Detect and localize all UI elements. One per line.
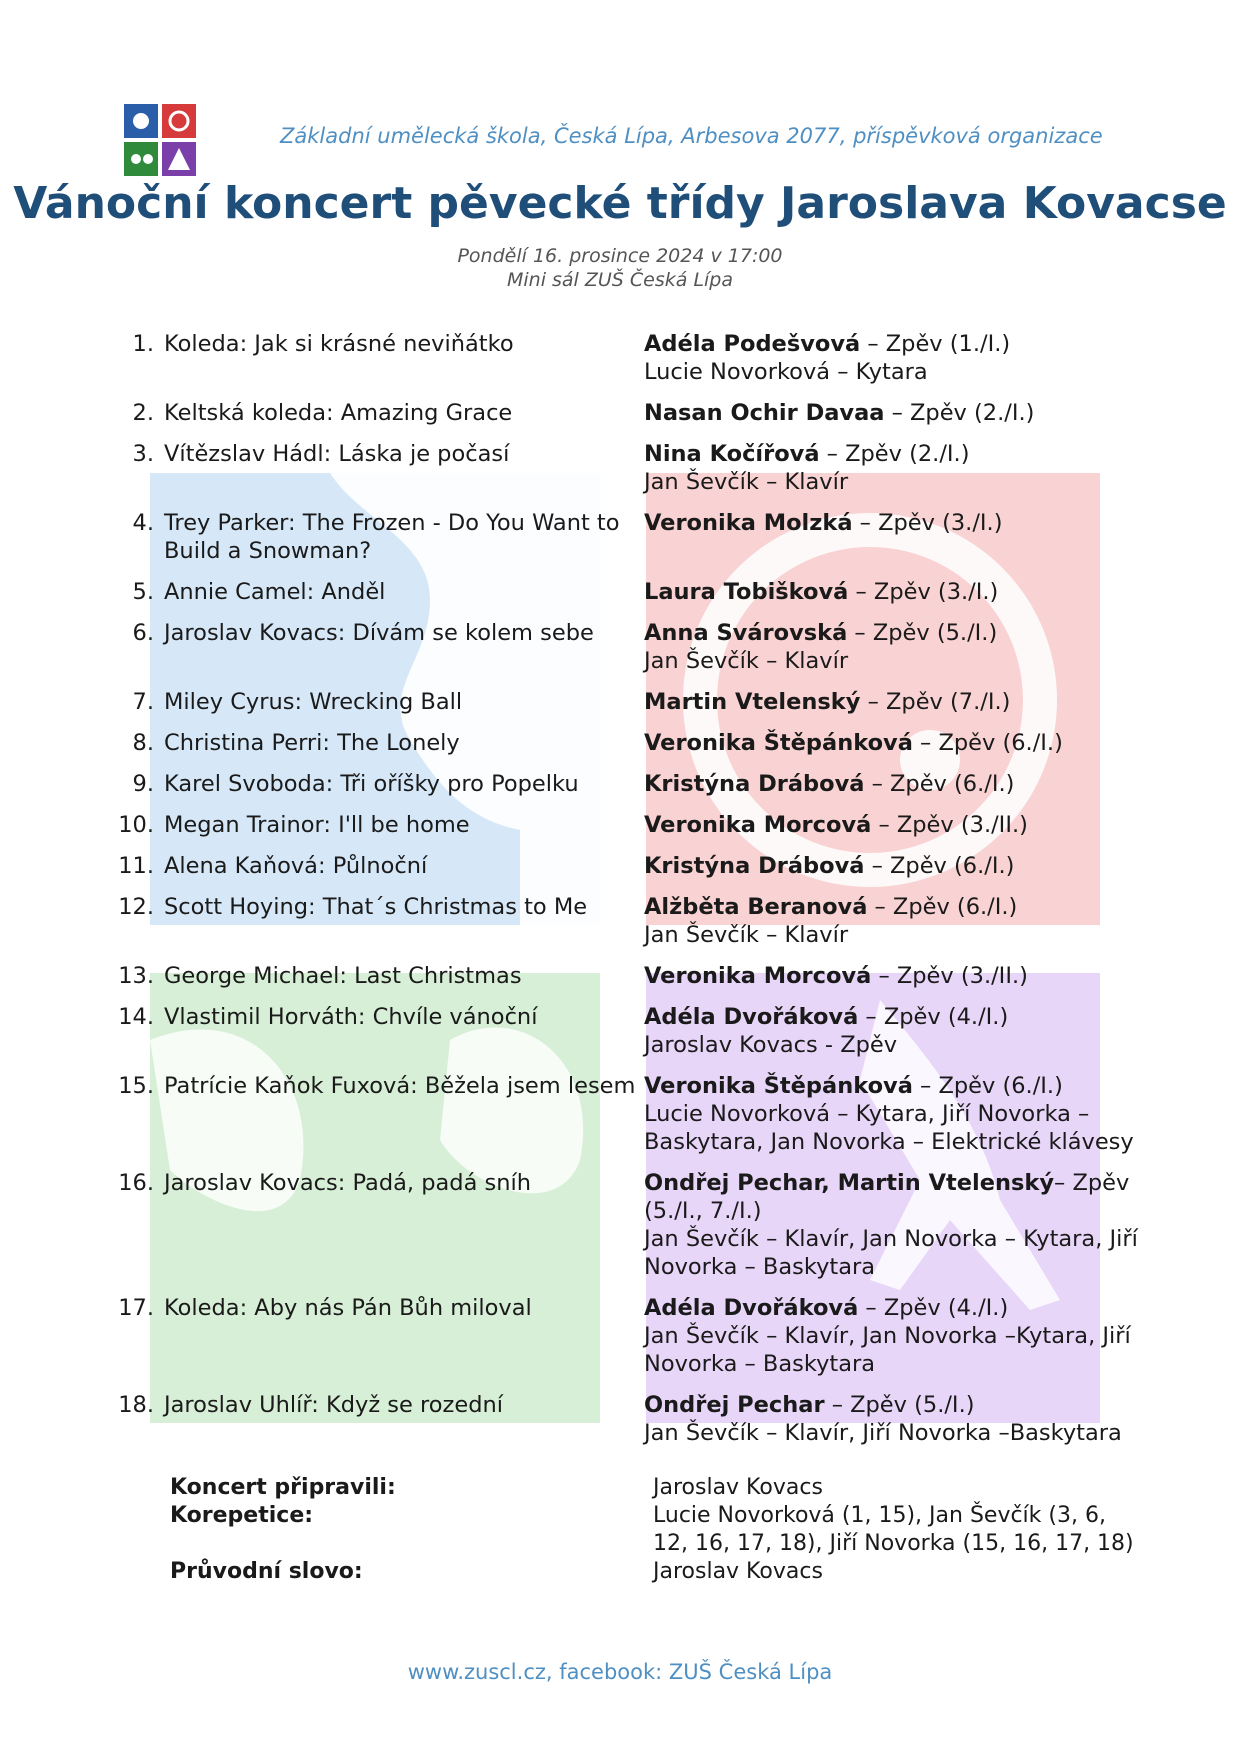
performer-name: Kristýna Drábová (644, 853, 865, 879)
performer-role: – Zpěv (6./I.) (864, 853, 1015, 879)
performer-role: – Zpěv (5./I., 7./I.) (644, 1170, 1130, 1224)
program-item (108, 688, 1148, 716)
credit-label: Korepetice: (170, 1503, 314, 1528)
piece-title: George Michael: Last Christmas (164, 963, 522, 989)
performer-name: Ondřej Pechar, Martin Vtelenský (644, 1170, 1055, 1196)
credit-row (170, 1502, 1150, 1558)
piece-title: Christina Perri: The Lonely (164, 730, 460, 756)
performer-role: – Zpěv (5./I.) (847, 620, 998, 646)
performers (644, 1169, 1148, 1281)
performers (644, 578, 1148, 606)
item-number: 11. (118, 853, 154, 879)
item-number: 12. (118, 894, 154, 920)
school-name: Základní umělecká škola, Česká Lípa, Arbesova 2077, příspěvková organizace (280, 124, 1103, 148)
piece-title: Vítězslav Hádl: Láska je počasí (164, 441, 510, 467)
event-venue: Mini sál ZUŠ Česká Lípa (506, 269, 734, 291)
piece-title: Keltská koleda: Amazing Grace (164, 400, 513, 426)
program-item (108, 330, 1148, 386)
credit-label: Koncert připravili: (170, 1475, 396, 1500)
credit-value: Jaroslav Kovacs (653, 1475, 823, 1500)
program-item (108, 1072, 1148, 1156)
item-number: 17. (118, 1295, 154, 1321)
item-number: 18. (118, 1392, 154, 1418)
item-number: 1. (132, 331, 154, 357)
piece-title: Jaroslav Kovacs: Dívám se kolem sebe (164, 620, 594, 646)
accompaniment: Jan Ševčík – Klavír, Jan Novorka – Kytara, Jiří Novorka – Baskytara (644, 1226, 1138, 1280)
item-number: 8. (132, 730, 154, 756)
program-item (108, 811, 1148, 839)
performers (644, 330, 1148, 386)
credit-value: Jaroslav Kovacs (653, 1559, 823, 1584)
accompaniment: Jan Ševčík – Klavír (644, 469, 849, 495)
credit-value: Lucie Novorková (1, 15), Jan Ševčík (3, 6, 12, 16, 17, 18), Jiří Novorka (15, 16, 17, 18) (653, 1503, 1134, 1556)
accompaniment: Jaroslav Kovacs - Zpěv (644, 1032, 898, 1058)
performers (644, 893, 1148, 949)
performer-name: Veronika Molzká (644, 510, 853, 536)
piece-title: Megan Trainor: I'll be home (164, 812, 470, 838)
item-number: 6. (132, 620, 154, 646)
performer-role: – Zpěv (2./I.) (884, 400, 1035, 426)
performer-name: Adéla Dvořáková (644, 1295, 859, 1321)
performers (644, 811, 1148, 839)
piece-title: Trey Parker: The Frozen - Do You Want to Build a Snowman? (164, 510, 620, 564)
performer-role: – Zpěv (6./I.) (864, 771, 1015, 797)
performer-name: Kristýna Drábová (644, 771, 865, 797)
performers (644, 729, 1148, 757)
item-number: 15. (118, 1073, 154, 1099)
performers (644, 1294, 1148, 1378)
piece-title: Patrície Kaňok Fuxová: Běžela jsem lesem (164, 1073, 636, 1099)
performers (644, 1391, 1148, 1447)
page-title: Vánoční koncert pěvecké třídy Jaroslava Kovacse (13, 178, 1227, 229)
performer-role: – Zpěv (5./I.) (824, 1392, 975, 1418)
performer-role: – Zpěv (3./II.) (871, 812, 1028, 838)
performer-name: Ondřej Pechar (644, 1392, 825, 1418)
piece-title: Koleda: Jak si krásné neviňátko (164, 331, 514, 357)
program-item (108, 440, 1148, 496)
performer-name: Adéla Podešvová (644, 331, 861, 357)
performers (644, 852, 1148, 880)
item-number: 14. (118, 1004, 154, 1030)
credits (170, 1474, 1150, 1586)
program-item (108, 852, 1148, 880)
piece-title: Scott Hoying: That´s Christmas to Me (164, 894, 588, 920)
item-number: 4. (132, 510, 154, 536)
piece-title: Miley Cyrus: Wrecking Ball (164, 689, 463, 715)
piece-title: Koleda: Aby nás Pán Bůh miloval (164, 1295, 532, 1321)
performer-role: – Zpěv (3./I.) (852, 510, 1003, 536)
performer-name: Alžběta Beranová (644, 894, 868, 920)
school-logo (124, 104, 196, 176)
piece-title: Vlastimil Horváth: Chvíle vánoční (164, 1004, 538, 1030)
program-item (108, 770, 1148, 798)
event-datetime (0, 244, 1240, 292)
piece-title: Jaroslav Kovacs: Padá, padá sníh (164, 1170, 532, 1196)
program-item (108, 399, 1148, 427)
performer-name: Veronika Morcová (644, 963, 872, 989)
performer-name: Laura Tobišková (644, 579, 849, 605)
accompaniment: Jan Ševčík – Klavír, Jiří Novorka –Baskytara (644, 1420, 1122, 1446)
performer-name: Anna Svárovská (644, 620, 848, 646)
program-item (108, 619, 1148, 675)
item-number: 10. (118, 812, 154, 838)
performer-role: – Zpěv (3./I.) (848, 579, 999, 605)
performers (644, 688, 1148, 716)
footer-links: www.zuscl.cz, facebook: ZUŠ Česká Lípa (407, 1660, 833, 1684)
item-number: 16. (118, 1170, 154, 1196)
program-item (108, 1294, 1148, 1378)
item-number: 2. (132, 400, 154, 426)
piece-title: Annie Camel: Anděl (164, 579, 386, 605)
performers (644, 1003, 1148, 1059)
performer-role: – Zpěv (6./I.) (912, 1073, 1063, 1099)
performer-name: Adéla Dvořáková (644, 1004, 859, 1030)
program-item (108, 578, 1148, 606)
piece-title: Karel Svoboda: Tři oříšky pro Popelku (164, 771, 579, 797)
accompaniment: Lucie Novorková – Kytara, Jiří Novorka – Baskytara, Jan Novorka – Elektrické klávesy (644, 1101, 1134, 1155)
performer-role: – Zpěv (4./I.) (858, 1004, 1009, 1030)
performers (644, 962, 1148, 990)
item-number: 9. (132, 771, 154, 797)
credit-row (170, 1474, 1150, 1502)
performer-name: Nina Kočířová (644, 441, 820, 467)
item-number: 7. (132, 689, 154, 715)
piece-title: Jaroslav Uhlíř: Když se rozední (164, 1392, 503, 1418)
performer-name: Veronika Štěpánková (644, 730, 913, 756)
performers (644, 399, 1148, 427)
program-item (108, 1003, 1148, 1059)
accompaniment: Lucie Novorková – Kytara (644, 359, 928, 385)
performer-role: – Zpěv (3./II.) (871, 963, 1028, 989)
program-item (108, 962, 1148, 990)
performer-role: – Zpěv (6./I.) (912, 730, 1063, 756)
accompaniment: Jan Ševčík – Klavír, Jan Novorka –Kytara, Jiří Novorka – Baskytara (644, 1323, 1131, 1377)
program-item (108, 1391, 1148, 1447)
performer-role: – Zpěv (4./I.) (858, 1295, 1009, 1321)
piece-title: Alena Kaňová: Půlnoční (164, 853, 428, 879)
performers (644, 509, 1148, 565)
performers (644, 440, 1148, 496)
program-item (108, 1169, 1148, 1281)
performers (644, 619, 1148, 675)
program-list (108, 330, 1148, 1460)
accompaniment: Jan Ševčík – Klavír (644, 648, 849, 674)
performer-role: – Zpěv (7./I.) (860, 689, 1011, 715)
program-item (108, 893, 1148, 949)
performers (644, 770, 1148, 798)
credit-label: Průvodní slovo: (170, 1559, 363, 1584)
performer-role: – Zpěv (1./I.) (860, 331, 1011, 357)
credit-row (170, 1558, 1150, 1586)
performer-name: Veronika Morcová (644, 812, 872, 838)
performers (644, 1072, 1148, 1156)
item-number: 13. (118, 963, 154, 989)
performer-role: – Zpěv (2./I.) (819, 441, 970, 467)
program-item (108, 729, 1148, 757)
performer-name: Veronika Štěpánková (644, 1073, 913, 1099)
item-number: 5. (132, 579, 154, 605)
performer-name: Nasan Ochir Davaa (644, 400, 885, 426)
performer-role: – Zpěv (6./I.) (867, 894, 1018, 920)
program-item (108, 509, 1148, 565)
event-date: Pondělí 16. prosince 2024 v 17:00 (457, 245, 783, 267)
item-number: 3. (132, 441, 154, 467)
accompaniment: Jan Ševčík – Klavír (644, 922, 849, 948)
performer-name: Martin Vtelenský (644, 689, 861, 715)
